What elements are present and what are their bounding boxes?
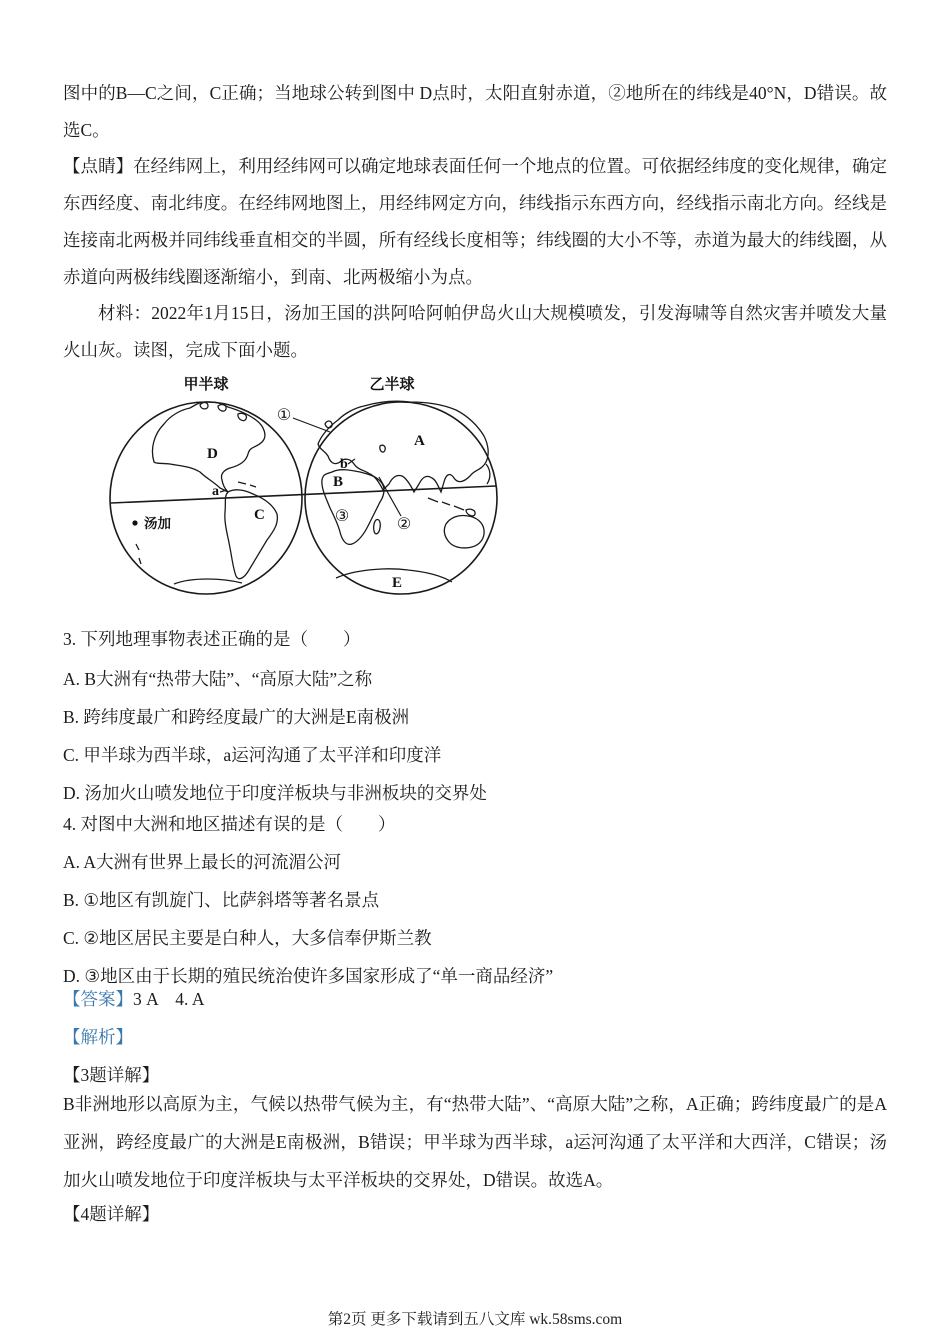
question-4-option-b: B. ①地区有凯旋门、比萨斜塔等著名景点 — [63, 890, 380, 910]
question-3-option-c: C. 甲半球为西半球，a运河沟通了太平洋和印度洋 — [63, 745, 442, 765]
left-hemisphere-title: 甲半球 — [183, 377, 229, 393]
eastern-hemisphere-circle — [305, 402, 497, 594]
eastern-continents — [318, 401, 490, 582]
analysis-label: 【解析】 — [63, 1027, 133, 1047]
label-circle2: ② — [396, 516, 412, 533]
tonga-dot — [132, 520, 137, 525]
hemisphere-map-figure — [92, 372, 562, 615]
label-circle3: ③ — [334, 508, 350, 525]
question-3-option-a: A. B大洲有“热带大陆”、“高原大陆”之称 — [63, 669, 373, 689]
western-continents — [136, 402, 277, 584]
label-A: A — [414, 433, 425, 449]
question-3-option-b: B. 跨纬度最广和跨经度最广的大洲是E南极洲 — [63, 707, 410, 727]
western-hemisphere-circle — [110, 402, 302, 594]
label-tonga: 汤加 — [144, 516, 171, 531]
label-circle1: ① — [276, 407, 292, 424]
question-4-option-d: D. ③地区由于长期的殖民统治使许多国家形成了“单一商品经济” — [63, 966, 554, 986]
page-footer: 第2页 更多下载请到五八文库 wk.58sms.com — [327, 1311, 623, 1328]
question-4-option-c: C. ②地区居民主要是白种人，大多信奉伊斯兰教 — [63, 928, 432, 948]
detail-3-text: B非洲地形以高原为主，气候以热带气候为主，有“热带大陆”、“高原大陆”之称，A正确；跨纬度最广的是A亚洲，跨经度最广的大洲是E南极洲，B错误；甲半球为西半球，a运河沟通了太平洋和大西洋，C错误；汤加火山喷发地位于印度洋板块与太平洋板块的交界处，D错误。故选A。 — [63, 1094, 887, 1190]
equator-line — [111, 486, 496, 503]
right-hemisphere-title: 乙半球 — [369, 377, 415, 393]
label-D: D — [207, 446, 218, 462]
detail-3-label: 【3题详解】 — [63, 1065, 160, 1085]
hemisphere-map — [92, 372, 562, 610]
material-paragraph: 材料：2022年1月15日，汤加王国的洪阿哈阿帕伊岛火山大规模喷发，引发海啸等自然灾害并喷发大量火山灰。读图，完成下面小题。 — [63, 303, 887, 360]
label-B: B — [333, 474, 344, 490]
question-3-option-d: D. 汤加火山喷发地位于印度洋板块与非洲板块的交界处 — [63, 783, 487, 803]
question-4-stem: 4. 对图中大洲和地区描述有误的是（ ） — [63, 814, 396, 834]
explanation-paragraph-2: 图中的B—C之间，C正确；当地球公转到图中 D点时，太阳直射赤道，②地所在的纬线是40°N，D错误。故选C。 — [63, 83, 887, 140]
answer-value: 3 A 4. A — [133, 989, 205, 1009]
answer-row — [63, 985, 923, 1013]
tip-paragraph: 【点睛】在经纬网上，利用经纬网可以确定地球表面任何一个地点的位置。可依据经纬度的变化规律，确定东西经度、南北纬度。在经纬网地图上，用经纬网定方向，纬线指示东西方向，经线指示南北方向。经线是连接南北两极并同纬线垂直相交的半圆，所有经线长度相等；纬线圈的大小不等，赤道为最大的纬线圈，从赤道向两极纬线圈逐渐缩小，到南、北两极缩小为点。 — [63, 156, 887, 287]
question-3-stem: 3. 下列地理事物表述正确的是（ ） — [63, 629, 361, 649]
analysis-row — [63, 1023, 923, 1051]
question-4-option-a: A. A大洲有世界上最长的河流湄公河 — [63, 852, 342, 872]
label-E: E — [392, 575, 403, 591]
label-a: a — [212, 484, 219, 499]
label-b: b — [340, 457, 348, 472]
detail-4-label: 【4题详解】 — [63, 1204, 160, 1224]
answer-label: 【答案】 — [63, 989, 133, 1009]
label-C: C — [254, 507, 265, 523]
